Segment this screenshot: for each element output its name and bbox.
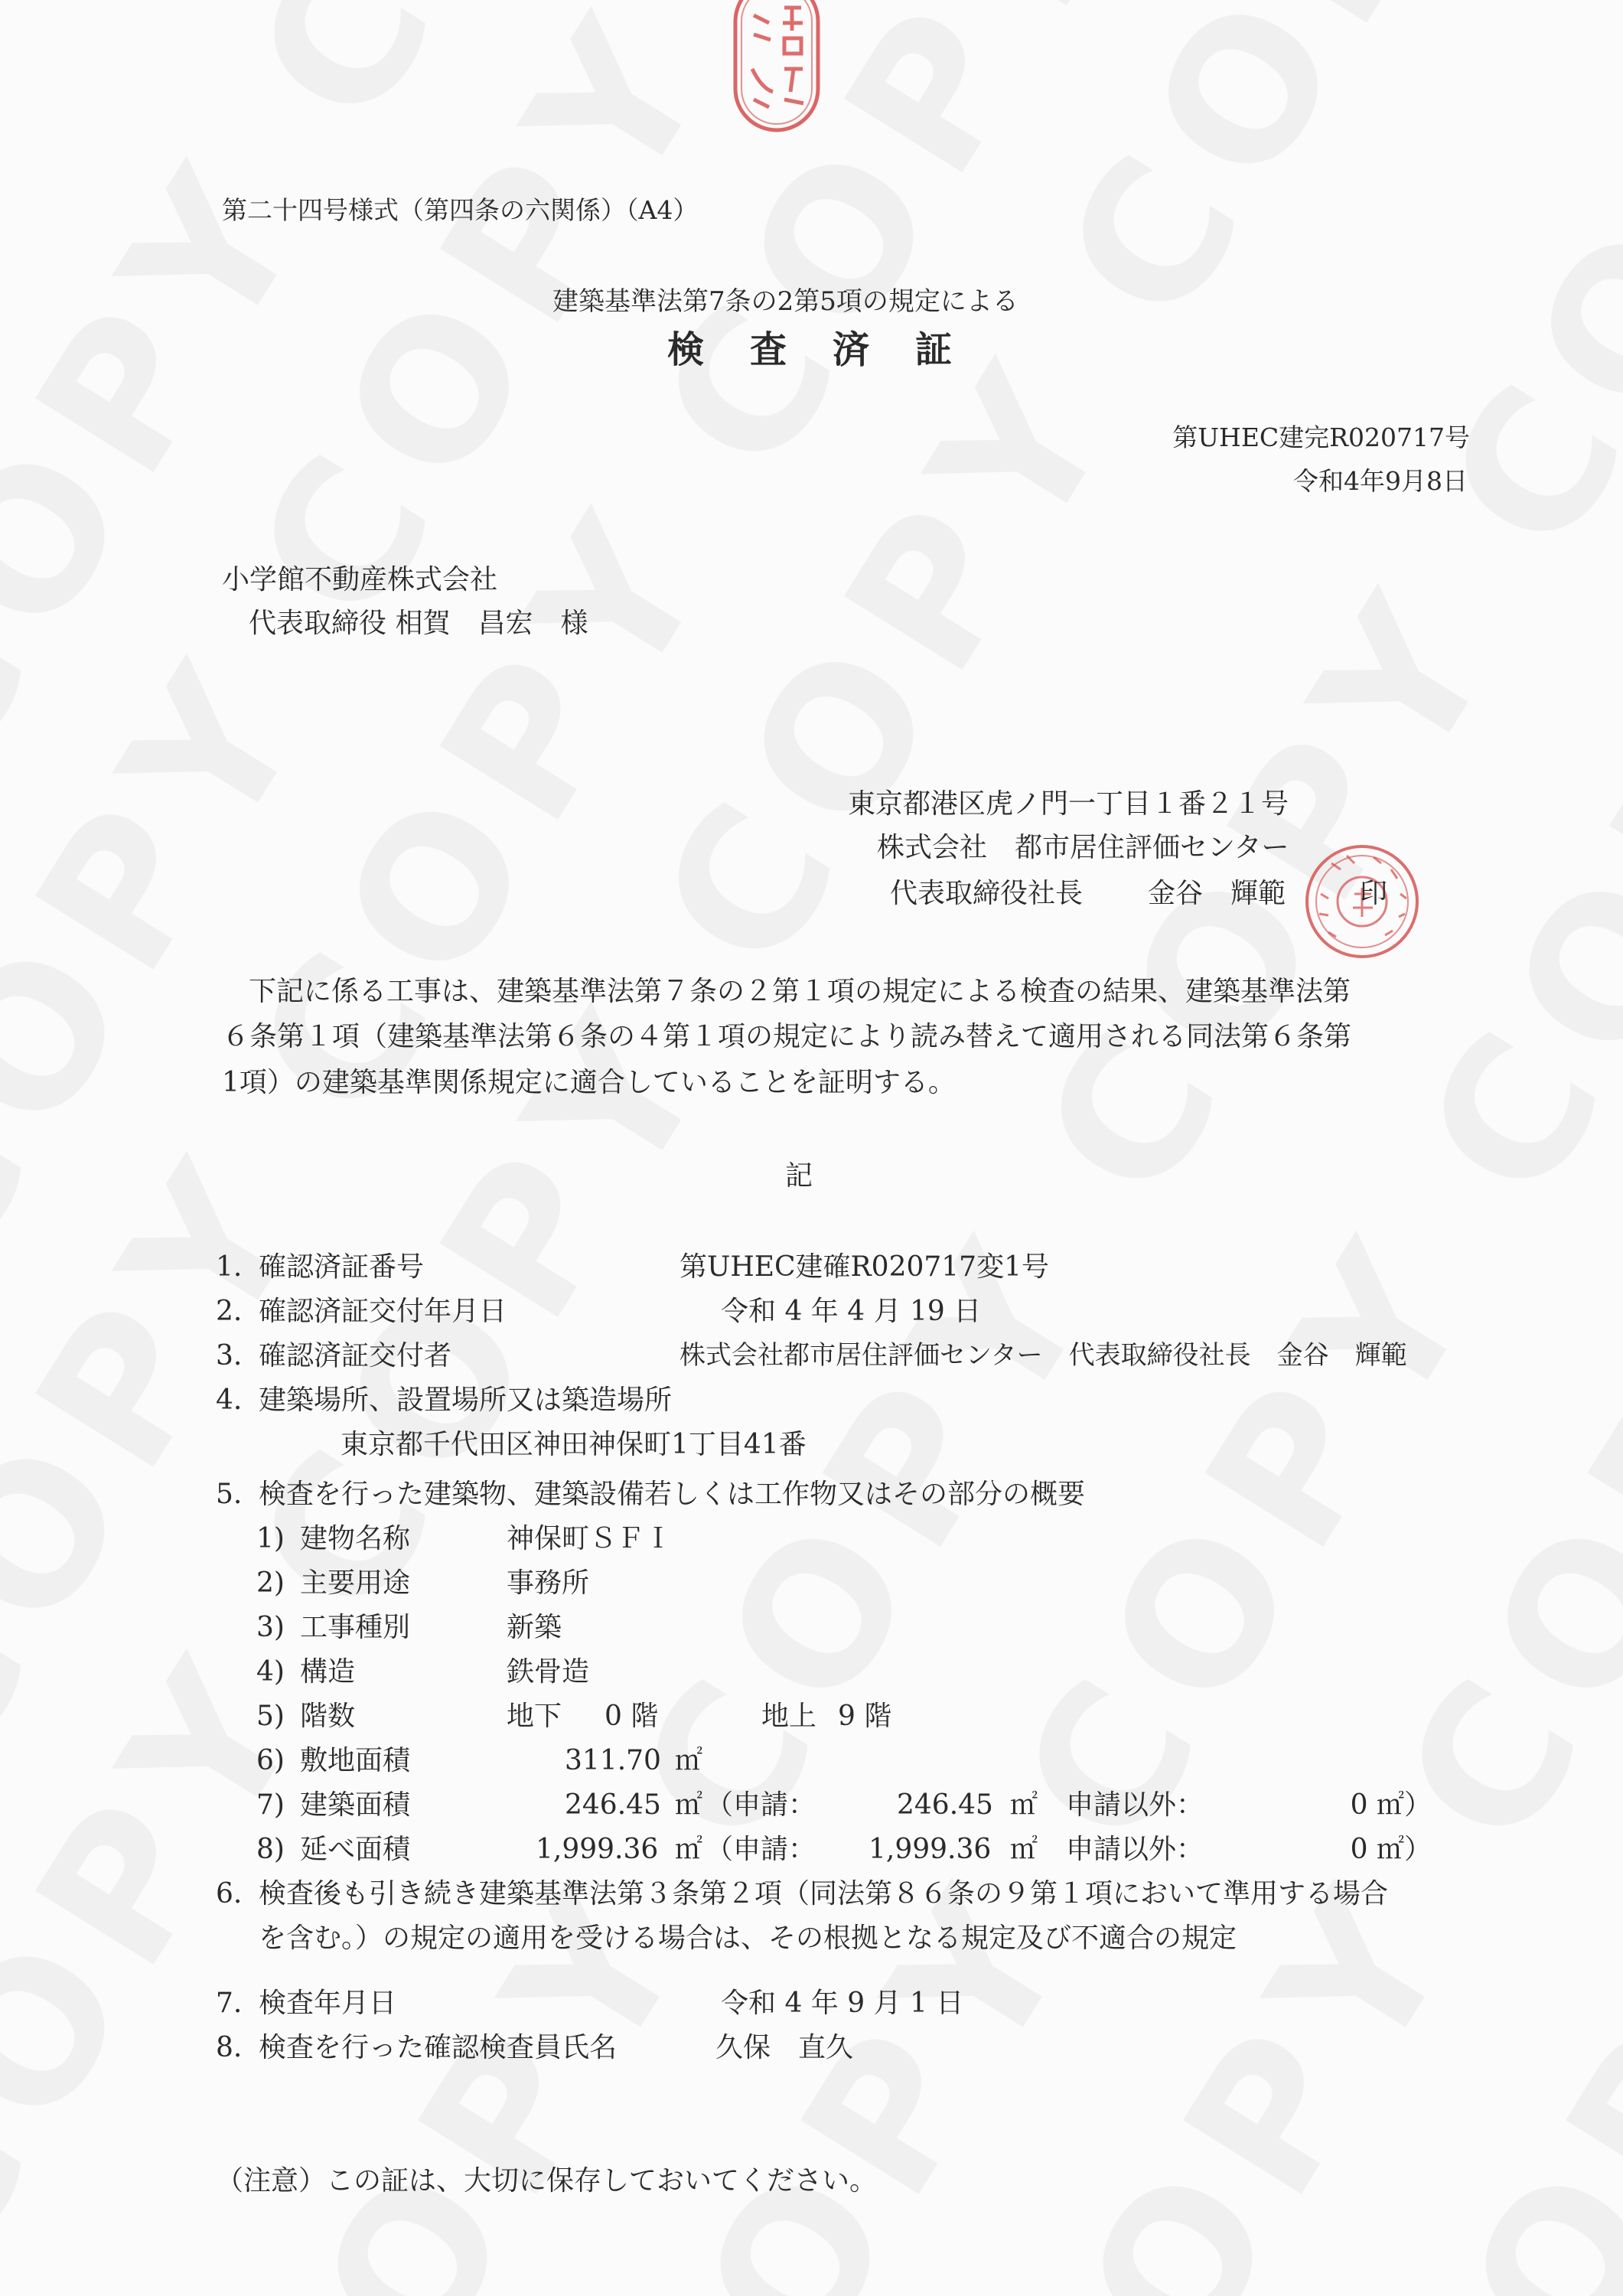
item-number: 3. xyxy=(216,1340,243,1371)
sub-item-number: 3) xyxy=(256,1612,285,1643)
item-number: 8. xyxy=(216,2032,243,2063)
item-label: 確認済証番号 xyxy=(259,1251,425,1283)
sub-item-label: 工事種別 xyxy=(300,1612,411,1643)
issuer-title: 代表取締役社長 xyxy=(890,878,1084,909)
sub-item-number: 7) xyxy=(256,1789,285,1821)
sub-item-number: 6) xyxy=(256,1745,285,1776)
total-floor-area-value: 1,999.36 xyxy=(536,1834,659,1865)
sub-item-label: 階数 xyxy=(300,1701,356,1732)
sub-item-label: 構造 xyxy=(300,1656,356,1688)
item-label: 検査を行った確認検査員氏名 xyxy=(259,2032,618,2063)
sub-item-value: 鉄骨造 xyxy=(507,1656,590,1688)
sub-item-value: 新築 xyxy=(507,1612,562,1643)
area-unit: ㎡ xyxy=(1010,1789,1038,1821)
sub-item-number: 1) xyxy=(256,1523,285,1554)
sub-item-label: 敷地面積 xyxy=(300,1745,411,1776)
issuer-company: 株式会社 都市居住評価センター xyxy=(877,832,1289,863)
sub-item-label: 延べ面積 xyxy=(300,1834,411,1865)
sub-item-label: 建物名称 xyxy=(300,1523,411,1554)
floors-underground-value: 0 階 xyxy=(605,1701,659,1732)
non-application-label: 申請以外： xyxy=(1066,1789,1204,1821)
body-text-line-3: 1項）の建築基準関係規定に適合していることを証明する。 xyxy=(222,1067,956,1098)
sub-item-number: 5) xyxy=(256,1701,285,1732)
sub-item-label: 建築面積 xyxy=(300,1789,411,1821)
site-area-value: 311.70 xyxy=(565,1745,661,1776)
item-value: 令和 4 年 9 月 1 日 xyxy=(721,1988,964,2019)
item-value: 第UHEC建確R020717変1号 xyxy=(680,1251,1049,1283)
issuer-address: 東京都港区虎ノ門一丁目１番２１号 xyxy=(848,788,1289,820)
item-number: 4. xyxy=(216,1384,243,1416)
item-label: 確認済証交付者 xyxy=(259,1340,452,1371)
item-text-line-2: を含む。）の規定の適用を受ける場合は、その根拠となる規定及び不適合の規定 xyxy=(259,1923,1237,1954)
ki-heading: 記 xyxy=(785,1160,813,1192)
item-text-line-1: 検査後も引き続き建築基準法第３条第２項（同法第８６条の９第１項において準用する場合 xyxy=(259,1878,1389,1910)
form-label: 第二十四号様式（第四条の六関係）（A4） xyxy=(222,195,699,225)
item-label: 建築場所、設置場所又は築造場所 xyxy=(259,1384,673,1416)
seal-mark: 印 xyxy=(1360,878,1388,909)
sub-item-number: 8) xyxy=(256,1834,285,1865)
area-unit: ㎡ xyxy=(675,1789,703,1821)
item-number: 2. xyxy=(216,1296,243,1327)
application-label: （申請： xyxy=(706,1789,816,1821)
document-subtitle: 建築基準法第7条の2第5項の規定による xyxy=(552,286,1018,317)
non-application-value: 0 ㎡） xyxy=(1350,1789,1432,1821)
recipient-representative: 代表取締役 相賀 昌宏 様 xyxy=(249,608,588,639)
item-number: 7. xyxy=(216,1988,243,2019)
note-text: （注意）この証は、大切に保存しておいてください。 xyxy=(216,2165,878,2197)
top-seal-stamp xyxy=(731,0,823,138)
item-label: 検査年月日 xyxy=(259,1988,397,2019)
item-number: 1. xyxy=(216,1251,243,1283)
sub-item-label: 主要用途 xyxy=(300,1567,411,1599)
issuer-name: 金谷 輝範 xyxy=(1148,878,1286,909)
item-value: 株式会社都市居住評価センター 代表取締役社長 金谷 輝範 xyxy=(680,1340,1407,1371)
floors-above-value: 9 階 xyxy=(838,1701,892,1732)
item-value: 令和 4 年 4 月 19 日 xyxy=(721,1296,982,1327)
area-unit: ㎡ xyxy=(1010,1834,1038,1865)
sub-item-value: 事務所 xyxy=(507,1567,590,1599)
floors-underground-label: 地下 xyxy=(507,1701,562,1732)
area-unit: ㎡ xyxy=(675,1834,703,1865)
building-area-value: 246.45 xyxy=(565,1789,661,1821)
application-value: 246.45 xyxy=(897,1789,993,1821)
item-label: 確認済証交付年月日 xyxy=(259,1296,507,1327)
item-value: 久保 直久 xyxy=(715,2032,854,2063)
item-value: 東京都千代田区神田神保町1丁目41番 xyxy=(341,1429,807,1460)
watermark-text xyxy=(1339,0,1623,2296)
non-application-label: 申請以外： xyxy=(1066,1834,1204,1865)
area-unit: ㎡ xyxy=(675,1745,703,1776)
sub-item-number: 4) xyxy=(256,1656,285,1688)
body-text-line-1: 下記に係る工事は、建築基準法第７条の２第１項の規定による検査の結果、建築基準法第 xyxy=(249,976,1351,1007)
issue-date: 令和4年9月8日 xyxy=(1293,466,1468,496)
application-value: 1,999.36 xyxy=(869,1834,992,1865)
body-text-line-2: ６条第１項（建築基準法第６条の４第１項の規定により読み替えて適用される同法第６条第 xyxy=(222,1021,1352,1052)
item-number: 5. xyxy=(216,1479,243,1510)
document-title: 検 査 済 証 xyxy=(667,328,957,371)
recipient-company: 小学館不動産株式会社 xyxy=(222,564,498,595)
sub-item-value: 神保町ＳＦＩ xyxy=(507,1523,673,1554)
sub-item-number: 2) xyxy=(256,1567,285,1599)
item-label: 検査を行った建築物、建築設備若しくは工作物又はその部分の概要 xyxy=(259,1479,1086,1510)
item-number: 6. xyxy=(216,1878,243,1910)
non-application-value: 0 ㎡） xyxy=(1350,1834,1432,1865)
application-label: （申請： xyxy=(706,1834,816,1865)
certificate-number: 第UHEC建完R020717号 xyxy=(1172,422,1470,452)
floors-above-label: 地上 xyxy=(761,1701,817,1732)
